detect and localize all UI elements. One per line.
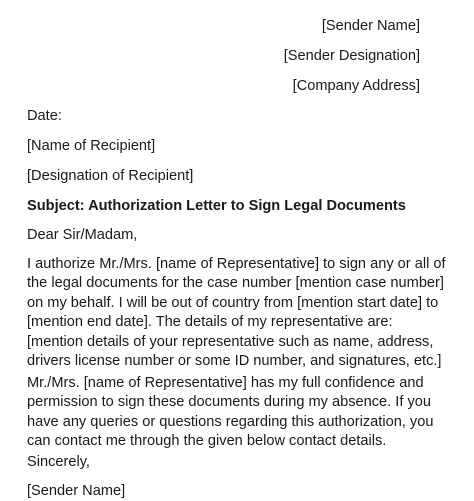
paragraph-line: [mention details of your representative such as name, address,	[27, 334, 434, 350]
paragraph-line: I authorize Mr./Mrs. [name of Representative] to sign any or all of	[27, 256, 446, 272]
recipient-designation: [Designation of Recipient]	[27, 168, 194, 184]
date-label: Date:	[27, 108, 62, 124]
company-address: [Company Address]	[292, 78, 420, 94]
salutation: Dear Sir/Madam,	[27, 227, 138, 243]
paragraph-line: Mr./Mrs. [name of Representative] has my full confidence and	[27, 375, 424, 391]
paragraph-line: permission to sign these documents during my absence. If you	[27, 394, 431, 411]
paragraph-authorization	[27, 255, 446, 333]
paragraph-line: have any queries or questions regarding this authorization, you	[27, 413, 434, 430]
paragraph-line: [mention end date]. The details of my representative are:	[27, 314, 393, 331]
recipient-name: [Name of Recipient]	[27, 138, 156, 154]
sender-name: [Sender Name]	[321, 18, 420, 34]
closing: Sincerely,	[27, 454, 90, 470]
paragraph-representative-details	[27, 333, 442, 372]
subject-line: Subject: Authorization Letter to Sign Legal Documents	[27, 198, 406, 214]
paragraph-line: on my behalf. I will be out of country from [mention start date] to	[27, 294, 439, 311]
signature-name: [Sender Name]	[27, 483, 126, 499]
paragraph-confidence	[27, 374, 433, 452]
paragraph-line: can contact me through the given below contact details.	[27, 433, 387, 450]
sender-designation: [Sender Designation]	[283, 48, 420, 64]
paragraph-line: drivers license number or some ID number, and signatures, etc.]	[27, 353, 442, 370]
paragraph-line: the legal documents for the case number [mention case number]	[27, 275, 444, 292]
